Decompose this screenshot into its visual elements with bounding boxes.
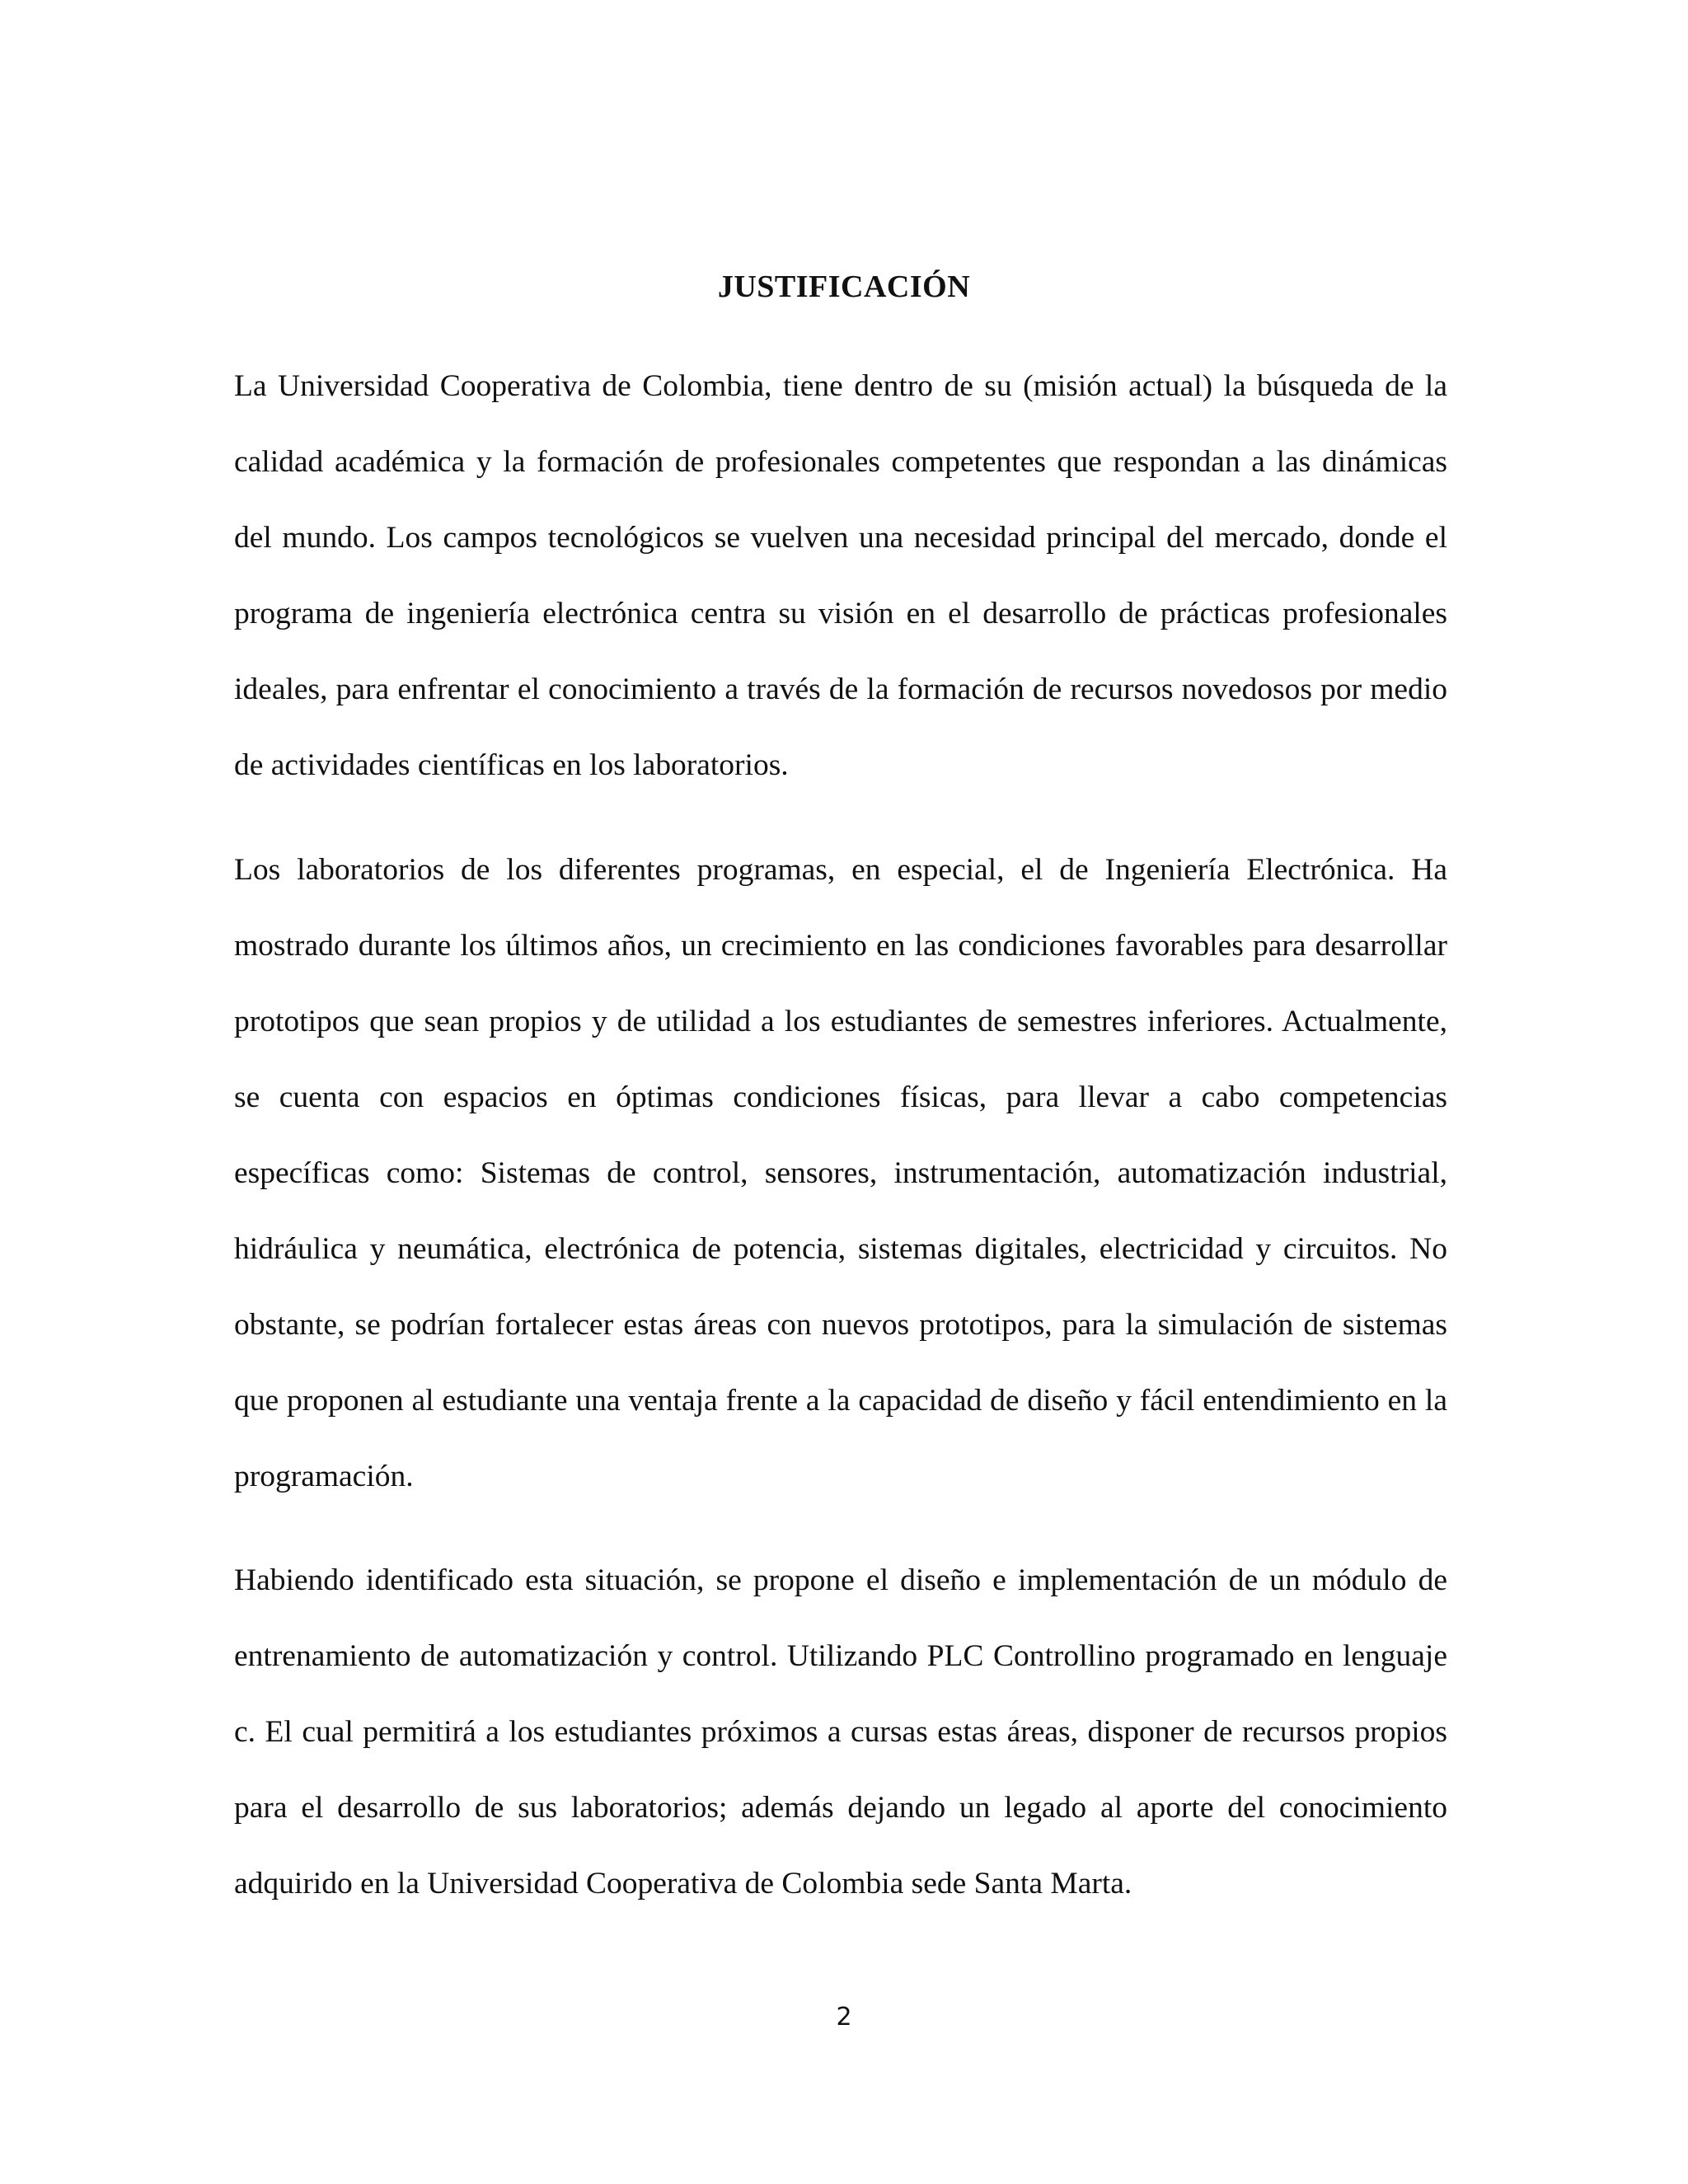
paragraph-1: La Universidad Cooperativa de Colombia, tiene dentro de su (misión actual) la búsqueda de la calidad académica y la formación de profesionales competentes que respondan a las dinámicas del mundo. Los campos tecnológicos se vuelven una necesidad principal del mercado, donde el programa de ingeniería electrónica centra su visión en el desarrollo de prácticas profesionales ideales, para enfrentar el conocimiento a través de la formación de recursos novedosos por medio de actividades científicas en los laboratorios. [234,369,1447,782]
paragraph-3: Habiendo identificado esta situación, se propone el diseño e implementación de un módulo de entrenamiento de automatización y control. Utilizando PLC Controllino programado en lenguaje c. El cual permitirá a los estudiantes próximos a cursas estas áreas, disponer de recursos propios para el desarrollo de sus laboratorios; además dejando un legado al aporte del conocimiento adquirido en la Universidad Cooperativa de Colombia sede Santa Marta. [234,1563,1447,1900]
page-title: JUSTIFICACIÓN [717,269,971,304]
page-number: 2 [836,2003,852,2032]
paragraph-2: Los laboratorios de los diferentes programas, en especial, el de Ingeniería Electrónica. Ha mostrado durante los últimos años, un crecimiento en las condiciones favorables para desarrollar prototipos que sean propios y de utilidad a los estudiantes de semestres inferiores. Actualmente, se cuenta con espacios en óptimas condiciones físicas, para llevar a cabo competencias específicas como: Sistemas de control, sensores, instrumentación, automatización industrial, hidráulica y neumática, electrónica de potencia, sistemas digitales, electricidad y circuitos. No obstante, se podrían fortalecer estas áreas con nuevos prototipos, para la simulación de sistemas que proponen al estudiante una ventaja frente a la capacidad de diseño y fácil entendimiento en la programación. [234,853,1447,1493]
